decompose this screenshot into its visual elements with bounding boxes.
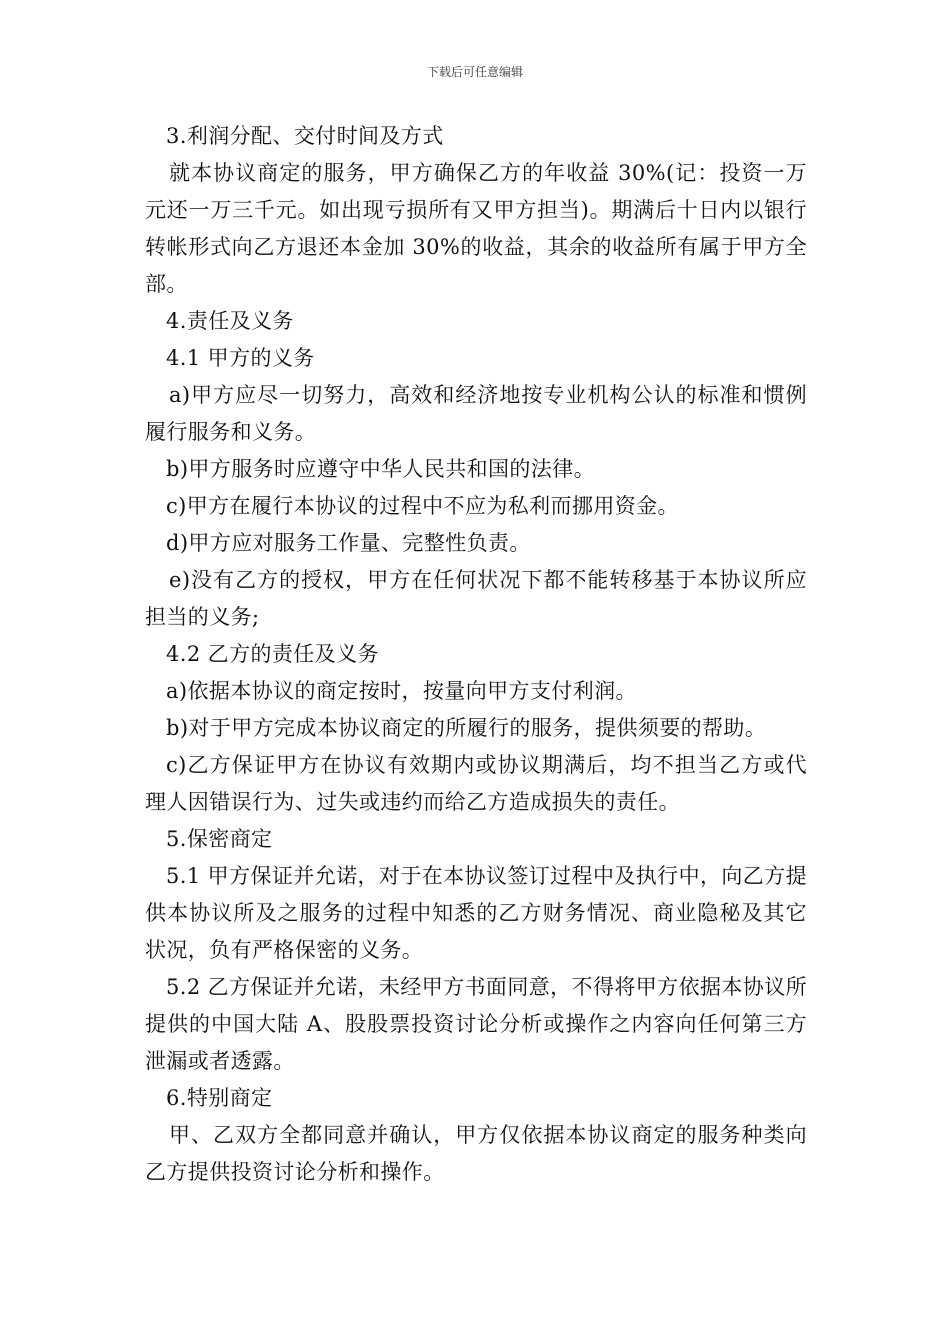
section-4-1-heading: 4.1 甲方的义务 <box>166 346 315 370</box>
section-6-body: 甲、乙双方全都同意并确认，甲方仅依据本协议商定的服务种类向乙方提供投资讨论分析和操作。 <box>145 1123 807 1184</box>
section-6-heading: 6.特别商定 <box>166 1086 273 1110</box>
clause-4-1-c: c)甲方在履行本协议的过程中不应为私利而挪用资金。 <box>166 494 679 518</box>
clause-4-1-d: d)甲方应对服务工作量、完整性负责。 <box>166 531 531 555</box>
section-5-heading: 5.保密商定 <box>166 827 273 851</box>
section-4-heading: 4.责任及义务 <box>166 309 294 333</box>
section-3-heading: 3.利润分配、交付时间及方式 <box>166 124 444 148</box>
clause-5-1: 5.1 甲方保证并允诺，对于在本协议签订过程中及执行中，向乙方提供本协议所及之服务的过程中知悉的乙方财务情况、商业隐秘及其它状况，负有严格保密的义务。 <box>145 864 807 962</box>
section-4-2-heading: 4.2 乙方的责任及义务 <box>166 642 379 666</box>
clause-4-1-e: e)没有乙方的授权，甲方在任何状况下都不能转移基于本协议所应担当的义务; <box>145 568 807 629</box>
document-body <box>145 118 807 1191</box>
clause-5-2: 5.2 乙方保证并允诺，未经甲方书面同意，不得将甲方依据本协议所提供的中国大陆 A、股股票投资讨论分析或操作之内容向任何第三方泄漏或者透露。 <box>145 975 807 1073</box>
clause-4-1-a: a)甲方应尽一切努力，高效和经济地按专业机构公认的标准和惯例履行服务和义务。 <box>145 383 807 444</box>
clause-4-2-a: a)依据本协议的商定按时，按量向甲方支付利润。 <box>166 679 637 703</box>
section-3-body: 就本协议商定的服务，甲方确保乙方的年收益 30%(记：投资一万元还一万三千元。如出现亏损所有又甲方担当)。期满后十日内以银行转帐形式向乙方退还本金加 30%的收益，其余的收益所有属于甲方全部。 <box>145 161 807 296</box>
clause-4-2-c: c)乙方保证甲方在协议有效期内或协议期满后，均不担当乙方或代理人因错误行为、过失或违约而给乙方造成损失的责任。 <box>145 753 807 814</box>
clause-4-1-b: b)甲方服务时应遵守中华人民共和国的法律。 <box>166 457 596 481</box>
clause-4-2-b: b)对于甲方完成本协议商定的所履行的服务，提供须要的帮助。 <box>166 716 767 740</box>
page-header: 下载后可任意编辑 <box>426 65 523 79</box>
